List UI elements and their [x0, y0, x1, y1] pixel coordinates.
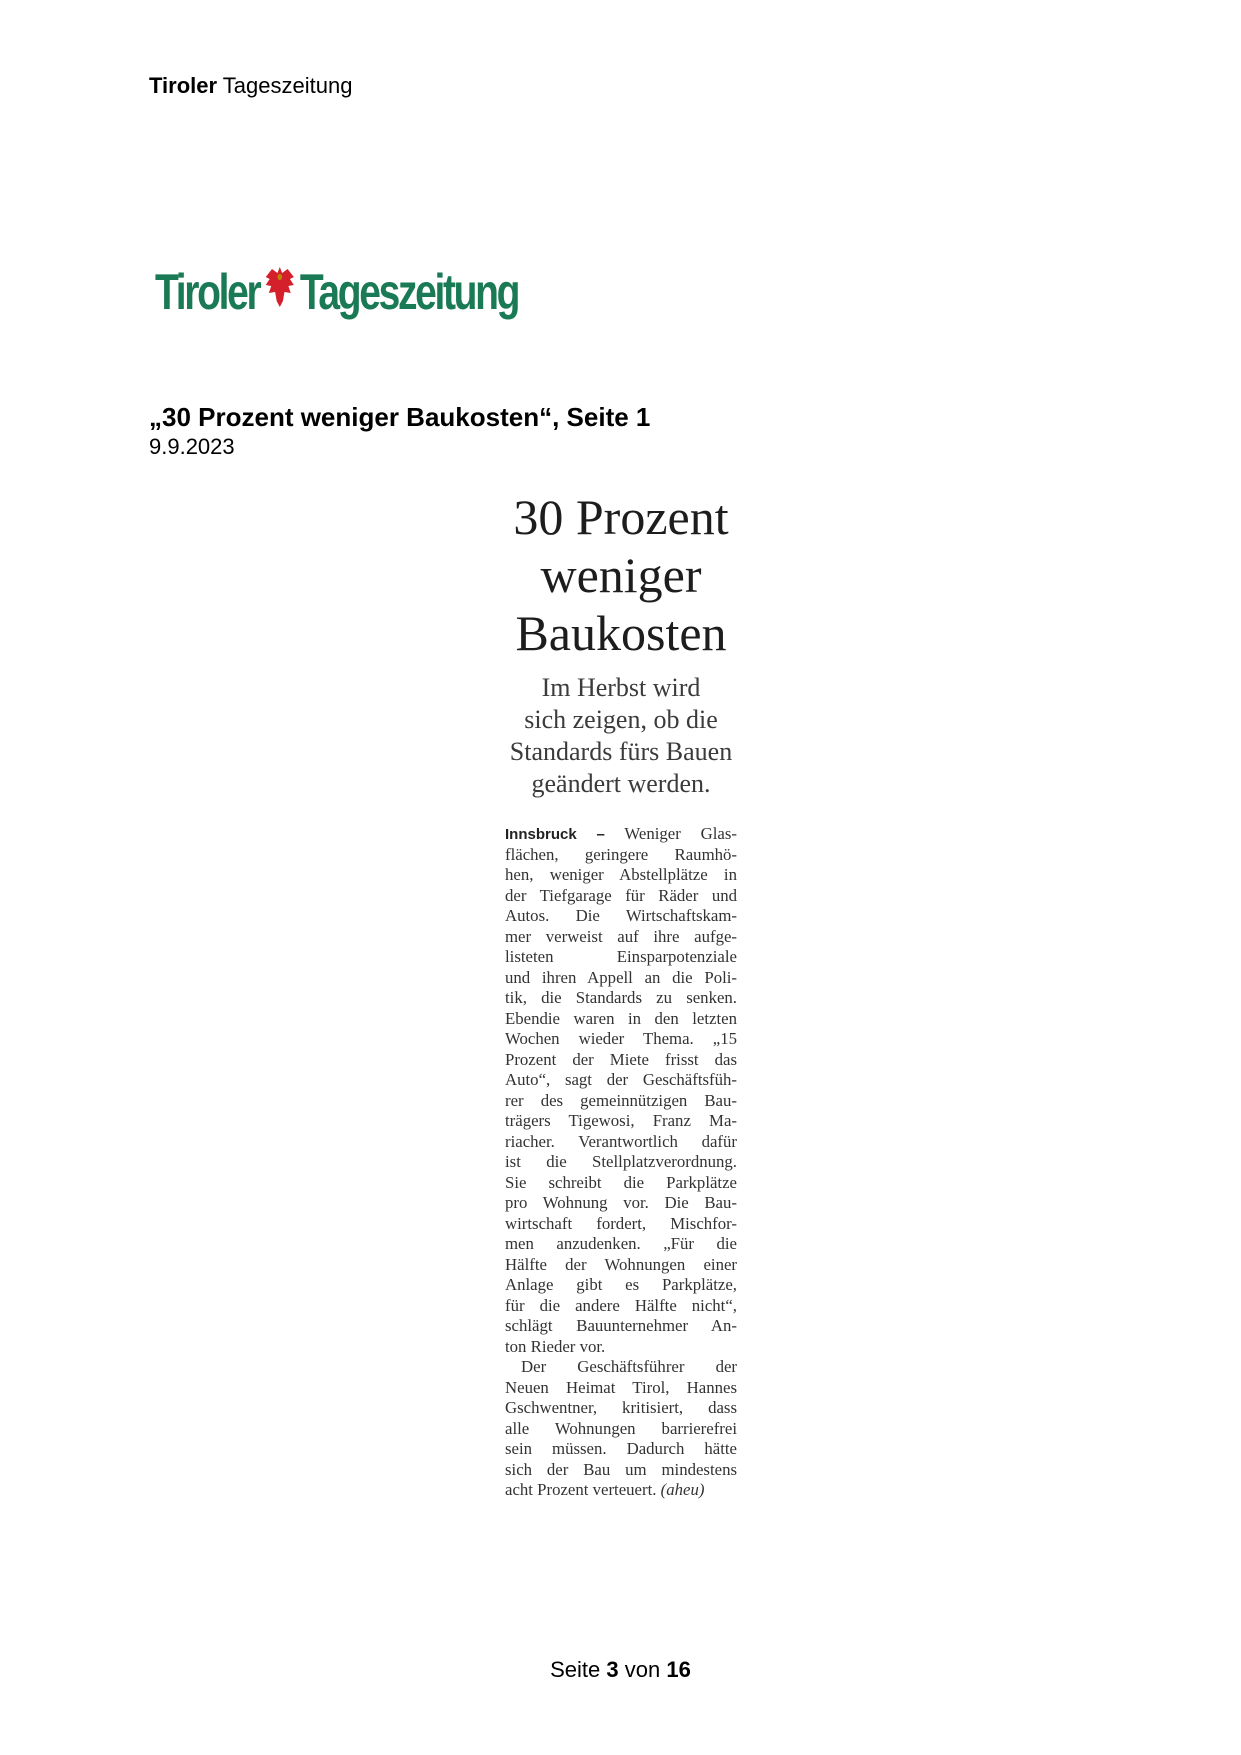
article-line-text: Sie schreibt die Parkplätze [505, 1172, 737, 1192]
article-line [505, 927, 737, 948]
article-line-text: Der Geschäftsführer der [521, 1357, 737, 1376]
article-line-text: trägers Tigewosi, Franz Ma- [505, 1111, 737, 1130]
article-line [505, 906, 737, 927]
article-line-text: hen, weniger Abstellplätze in [505, 865, 737, 884]
article-line [505, 845, 737, 866]
article-line-text: acht Prozent verteuert. [505, 1480, 657, 1499]
article-line [505, 1337, 737, 1358]
deck-line: geändert werden. [531, 769, 711, 798]
article-line [505, 988, 737, 1009]
article-line-text: Gschwentner, kritisiert, dass [505, 1398, 737, 1417]
publication-header [149, 73, 352, 99]
article-line [505, 1460, 737, 1481]
article-clipping [505, 488, 737, 1501]
article-line [505, 1193, 737, 1214]
article-body [505, 824, 737, 1501]
article-line [505, 1029, 737, 1050]
logo-text-left: Tiroler [155, 264, 260, 320]
article-line [505, 1296, 737, 1317]
article-line [505, 1214, 737, 1235]
document-date: 9.9.2023 [149, 434, 235, 459]
article-line-text: Wochen wieder Thema. „15 [505, 1029, 737, 1048]
article-byline: (aheu) [660, 1480, 705, 1499]
article-line-text: der Tiefgarage für Räder und [505, 885, 737, 905]
document-title: „30 Prozent weniger Baukosten“, Seite 1 [149, 402, 651, 432]
deck-line: Standards fürs Bauen [509, 737, 733, 766]
article-line [505, 968, 737, 989]
article-line-text: listeten Einsparpotenziale [505, 947, 737, 966]
article-line-text: rer des gemeinnützigen Bau- [505, 1090, 737, 1110]
article-line [505, 824, 737, 845]
deck-line: sich zeigen, ob die [524, 705, 718, 734]
article-line-text: Ebendie waren in den letzten [505, 1008, 737, 1028]
article-line [505, 1378, 737, 1399]
article-line-text: Hälfte der Wohnungen einer [505, 1254, 737, 1274]
page-separator: von [624, 1657, 661, 1682]
article-line-text: schlägt Bauunternehmer An- [505, 1316, 737, 1335]
total-pages: 16 [666, 1657, 691, 1682]
article-line [505, 1173, 737, 1194]
article-line-text: Prozent der Miete frisst das [505, 1049, 737, 1069]
article-line [505, 1357, 737, 1378]
article-line-text: alle Wohnungen barrierefrei [505, 1418, 737, 1438]
newspaper-logo [155, 262, 518, 322]
article-line-text: mer verweist auf ihre aufge- [505, 926, 737, 946]
article-line-text: sein müssen. Dadurch hätte [505, 1439, 737, 1458]
header-brand-regular: Tageszeitung [222, 73, 353, 98]
article-line [505, 1439, 737, 1460]
article-line [505, 1070, 737, 1091]
article-line [505, 1275, 737, 1296]
article-line [505, 1234, 737, 1255]
article-line [505, 1255, 737, 1276]
tyrolean-eagle-icon [264, 263, 295, 321]
headline-line: weniger [540, 547, 702, 603]
article-line-text: pro Wohnung vor. Die Bau- [505, 1193, 737, 1212]
article-line [505, 1152, 737, 1173]
article-line-text: men anzudenken. „Für die [505, 1234, 737, 1253]
article-line-text: Neuen Heimat Tirol, Hannes [505, 1377, 737, 1397]
article-line-text: sich der Bau um mindestens [505, 1459, 737, 1479]
article-line [505, 1398, 737, 1419]
article-line [505, 1050, 737, 1071]
article-deck [495, 672, 747, 800]
article-line-text: ton Rieder vor. [505, 1336, 606, 1356]
article-line-text: tik, die Standards zu senken. [505, 988, 737, 1007]
deck-line: Im Herbst wird [541, 673, 701, 702]
article-line-text: Anlage gibt es Parkplätze, [505, 1275, 737, 1294]
article-line [505, 1111, 737, 1132]
article-line [505, 1009, 737, 1030]
article-line [505, 1419, 737, 1440]
page-number [0, 1657, 1241, 1683]
article-line-text: ist die Stellplatzverordnung. [505, 1152, 737, 1171]
current-page: 3 [606, 1657, 619, 1682]
headline-line: 30 Prozent [513, 489, 729, 545]
article-line-text: und ihren Appell an die Poli- [505, 967, 737, 987]
article-line-text: für die andere Hälfte nicht“, [505, 1295, 737, 1315]
logo-text-right: Tageszeitung [299, 264, 519, 320]
article-line [505, 1091, 737, 1112]
article-line-text: Auto“, sagt der Geschäftsfüh- [505, 1070, 737, 1089]
article-line-text: Autos. Die Wirtschaftskam- [505, 906, 737, 925]
article-line [505, 865, 737, 886]
article-line [505, 1316, 737, 1337]
article-line-text: flächen, geringere Raumhö- [505, 844, 737, 864]
article-headline [485, 488, 757, 662]
header-brand-bold: Tiroler [149, 73, 218, 98]
article-dateline: Innsbruck – [505, 826, 605, 843]
article-line-text: riacher. Verantwortlich dafür [505, 1131, 737, 1151]
article-line [505, 947, 737, 968]
article-line-text: wirtschaft fordert, Mischfor- [505, 1213, 737, 1233]
article-line [505, 886, 737, 907]
article-line [505, 1132, 737, 1153]
page-prefix: Seite [550, 1657, 601, 1682]
article-line-text: Weniger Glas- [624, 824, 737, 843]
article-line [505, 1480, 737, 1501]
headline-line: Baukosten [515, 605, 727, 661]
